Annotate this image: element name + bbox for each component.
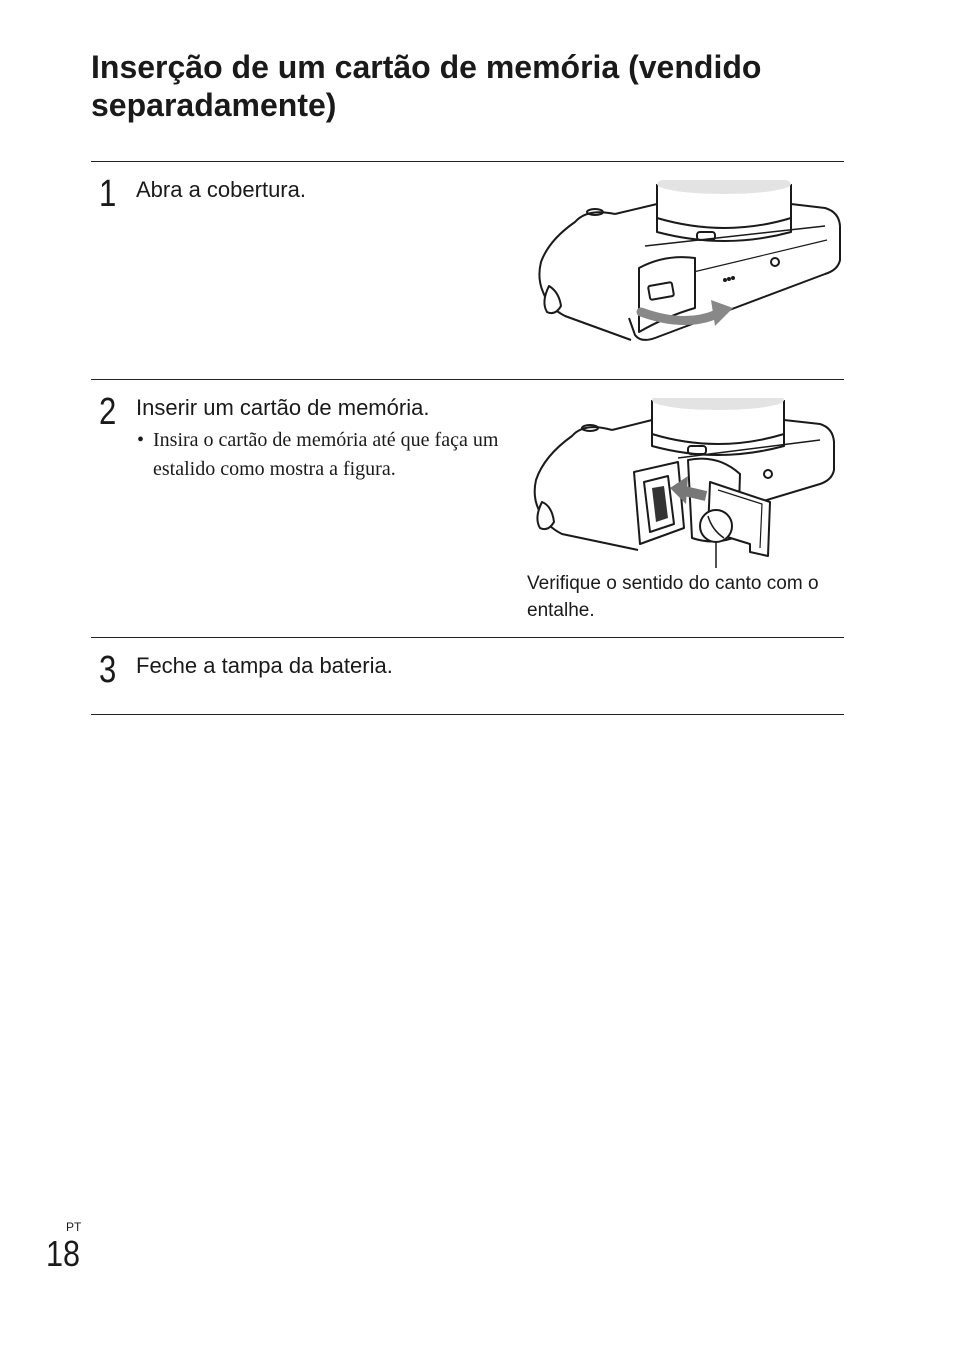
divider (91, 637, 844, 638)
step-3-text: Feche a tampa da bateria. (136, 653, 393, 678)
page-number: 18 (46, 1233, 81, 1274)
step-2-bullet-text: Insira o cartão de memória até que faça um estalido como mostra a figura. (153, 429, 499, 480)
divider (91, 714, 844, 715)
divider (91, 379, 844, 380)
language-code: PT (66, 1220, 82, 1234)
step-2-text: Inserir um cartão de memória. (136, 395, 430, 420)
step-1-number: 1 (99, 173, 117, 215)
step-2-number: 2 (99, 391, 117, 433)
camera-open-cover-illustration (535, 180, 845, 348)
notch-caption: Verifique o sentido do canto com o entalhe. (527, 573, 819, 621)
bullet-marker: • (137, 429, 145, 451)
divider (91, 161, 844, 162)
step-1-text: Abra a cobertura. (136, 177, 306, 202)
page-title: Inserção de um cartão de memória (vendido separadamente) (91, 49, 762, 123)
step-2-bullet (137, 426, 507, 484)
camera-insert-card-illustration (528, 398, 840, 570)
step-3-number: 3 (99, 649, 117, 691)
